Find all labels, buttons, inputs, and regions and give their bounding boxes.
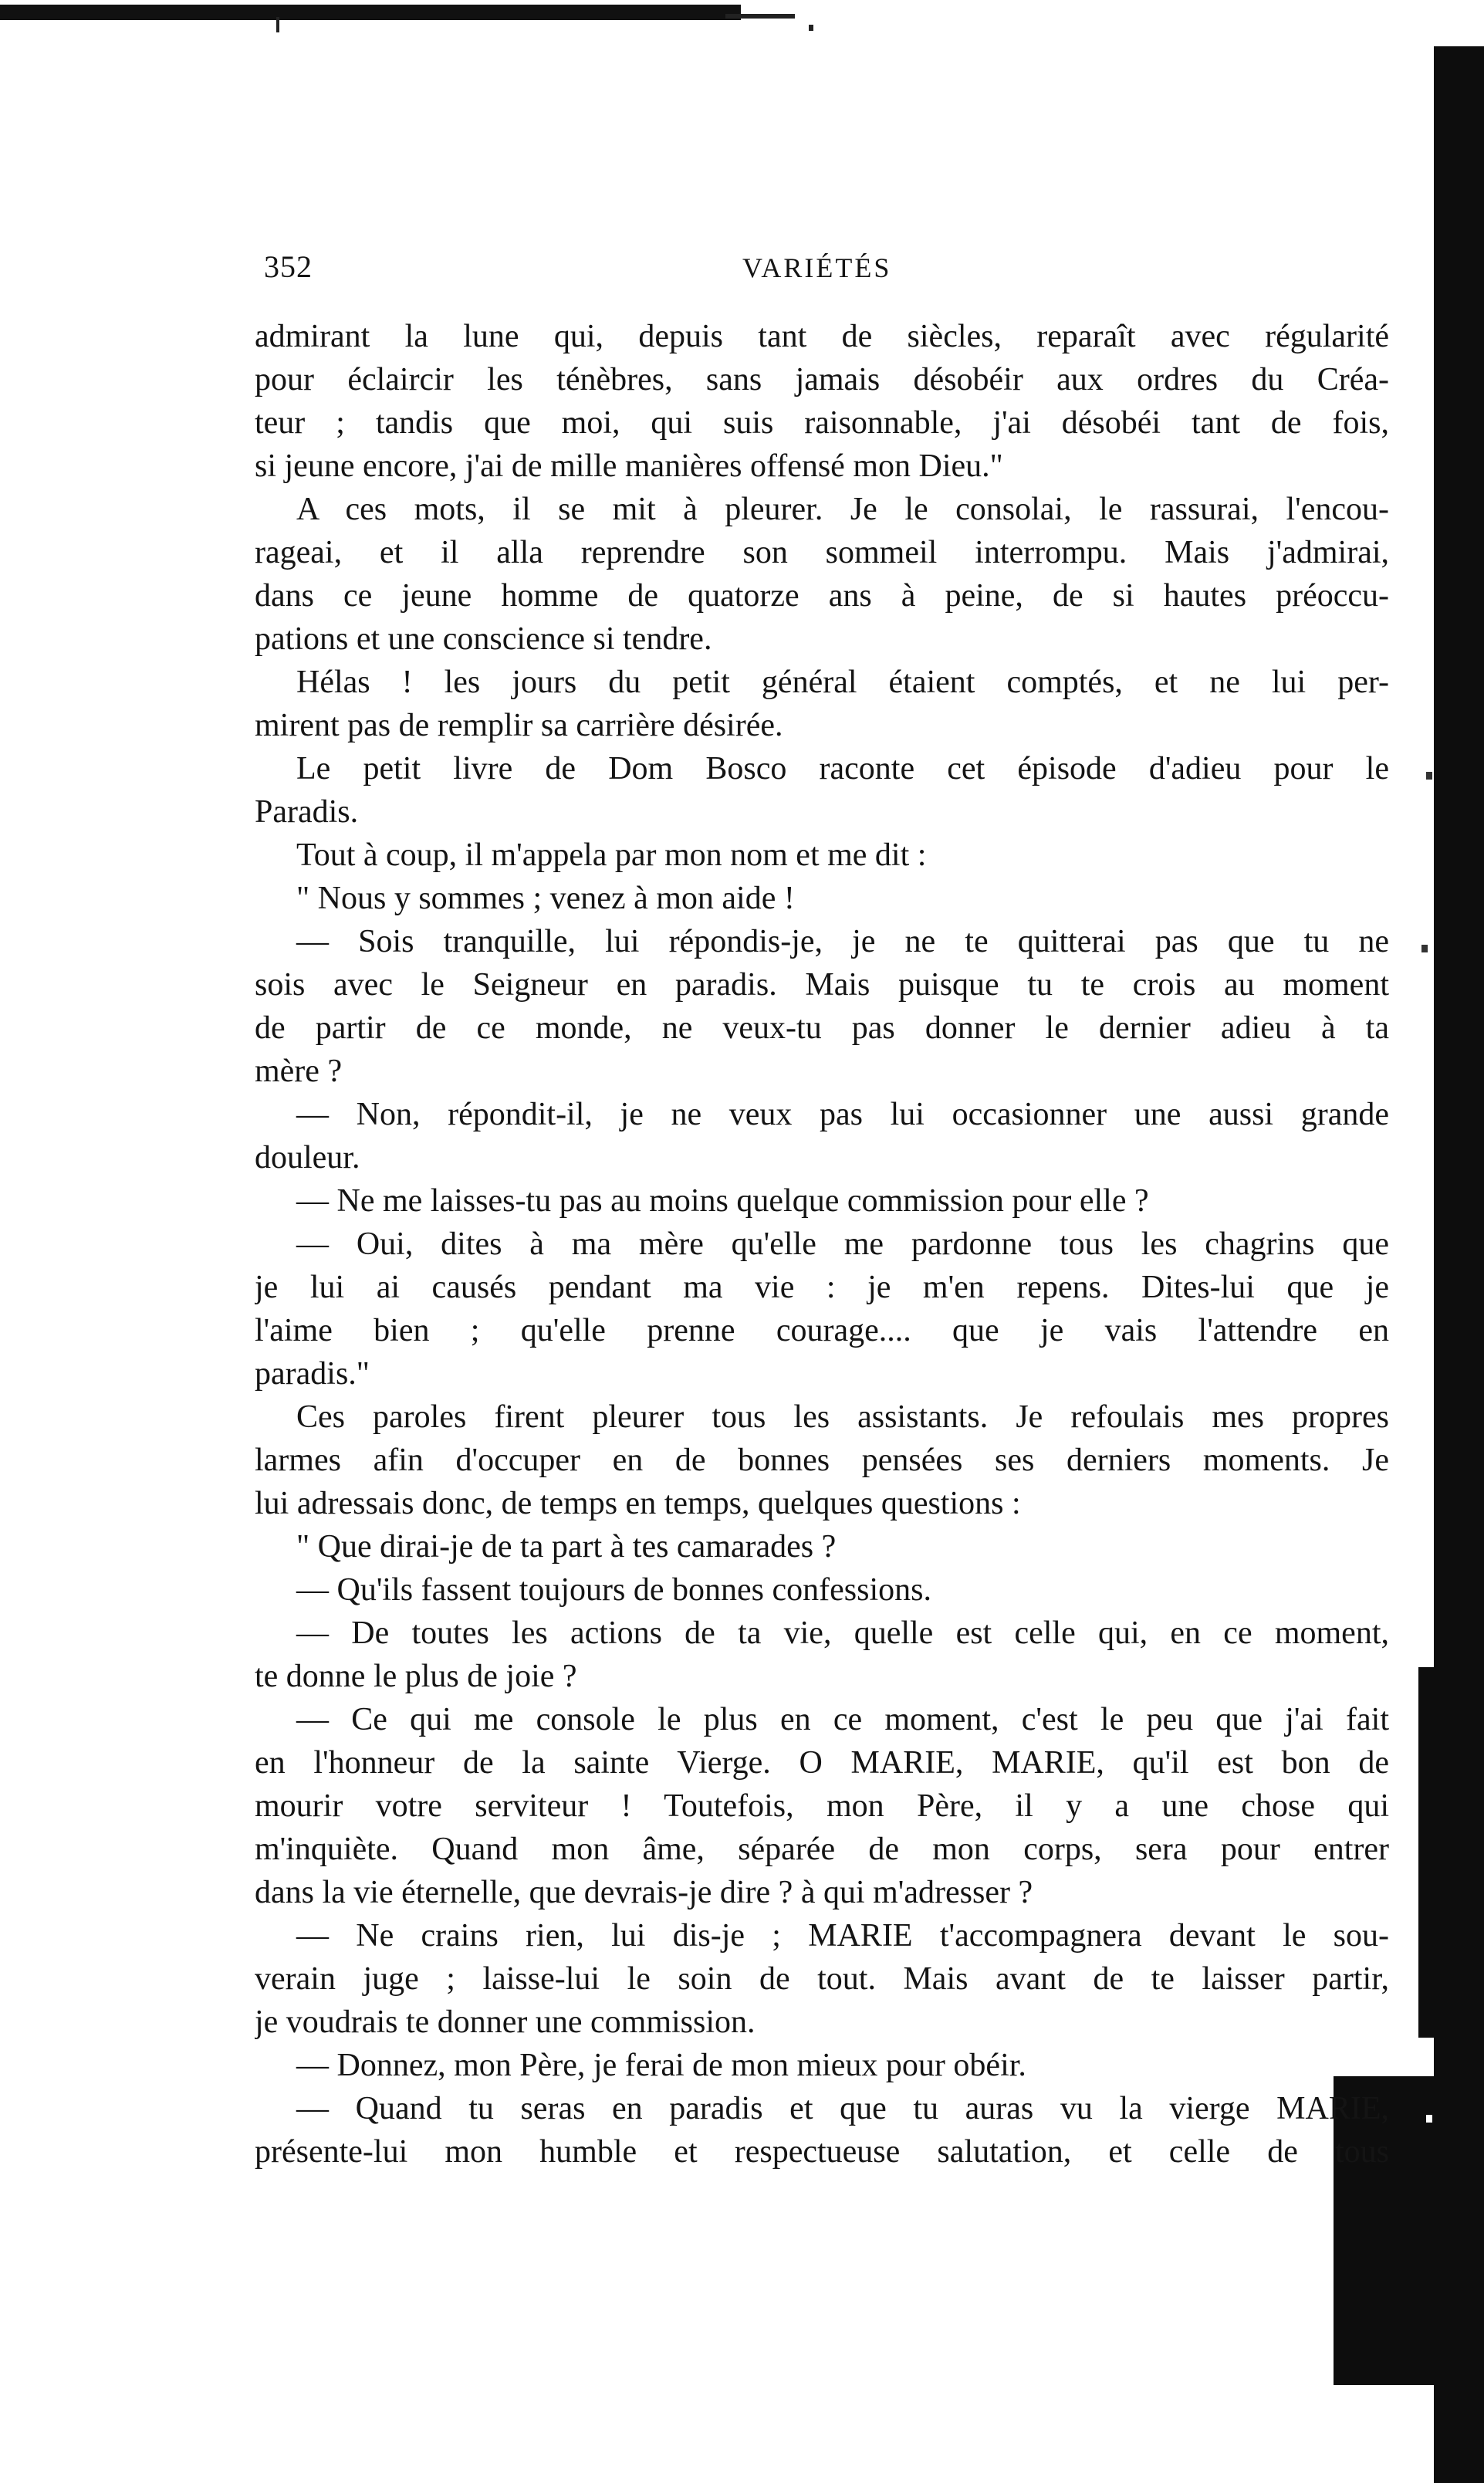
text-line: si jeune encore, j'ai de mille manières offensé mon Dieu.": [255, 448, 1003, 484]
text-line: présente-lui mon humble et respectueuse salutation, et celle de tous: [255, 2134, 1389, 2170]
text-line: — Quand tu seras en paradis et que tu auras vu la vierge MARIE,: [296, 2091, 1389, 2126]
text-line: m'inquiète. Quand mon âme, séparée de mon corps, sera pour entrer: [255, 1832, 1389, 1867]
running-title: VARIÉTÉS: [742, 252, 892, 283]
text-line: — Qu'ils fassent toujours de bonnes confessions.: [296, 1572, 931, 1608]
top-edge-bar-tail: [725, 14, 795, 19]
text-line: pations et une conscience si tendre.: [255, 621, 712, 657]
text-line: te donne le plus de joie ?: [255, 1659, 577, 1694]
top-edge-speck: [809, 25, 813, 31]
text-line: larmes afin d'occuper en de bonnes pensées ses derniers moments. Je: [255, 1443, 1389, 1478]
text-line: mirent pas de remplir sa carrière désirée.: [255, 708, 783, 743]
text-line: — Sois tranquille, lui répondis-je, je ne te quitterai pas que tu ne: [296, 924, 1389, 959]
text-line: dans la vie éternelle, que devrais-je dire ? à qui m'adresser ?: [255, 1875, 1033, 1910]
text-line: dans ce jeune homme de quatorze ans à peine, de si hautes préoccu-: [255, 578, 1389, 614]
text-line: Paradis.: [255, 794, 359, 830]
text-line: de partir de ce monde, ne veux-tu pas donner le dernier adieu à ta: [255, 1010, 1389, 1046]
text-line: mourir votre serviteur ! Toutefois, mon Père, il y a une chose qui: [255, 1788, 1389, 1824]
top-edge-bar: [0, 5, 741, 20]
text-line: admirant la lune qui, depuis tant de siècles, reparaît avec régularité: [255, 319, 1389, 354]
page-gutter-shadow-notch: [1418, 1667, 1437, 2038]
top-edge-tick: [276, 17, 279, 32]
page-number: 352: [264, 249, 313, 284]
text-line: je lui ai causés pendant ma vie : je m'en repens. Dites-lui que je: [255, 1270, 1389, 1305]
text-line: — Ce qui me console le plus en ce moment, c'est le peu que j'ai fait: [296, 1702, 1389, 1737]
text-line: — Non, répondit-il, je ne veux pas lui occasionner une aussi grande: [296, 1097, 1389, 1132]
text-line: " Que dirai-je de ta part à tes camarades ?: [296, 1529, 837, 1565]
text-line: pour éclaircir les ténèbres, sans jamais désobéir aux ordres du Créa-: [255, 362, 1389, 397]
margin-speck: [1426, 772, 1432, 780]
text-line: Ces paroles firent pleurer tous les assistants. Je refoulais mes propres: [296, 1399, 1389, 1435]
text-line: l'aime bien ; qu'elle prenne courage.... que je vais l'attendre en: [255, 1313, 1389, 1348]
margin-speck: [1421, 945, 1428, 952]
text-line: Hélas ! les jours du petit général étaient comptés, et ne lui per-: [296, 665, 1389, 700]
text-line: douleur.: [255, 1140, 360, 1176]
text-line: — Ne me laisses-tu pas au moins quelque commission pour elle ?: [296, 1183, 1149, 1219]
text-line: rageai, et il alla reprendre son sommeil interrompu. Mais j'admirai,: [255, 535, 1389, 570]
text-line: lui adressais donc, de temps en temps, quelques questions :: [255, 1486, 1021, 1521]
text-line: — Oui, dites à ma mère qu'elle me pardonne tous les chagrins que: [296, 1226, 1389, 1262]
text-line: sois avec le Seigneur en paradis. Mais puisque tu te crois au moment: [255, 967, 1389, 1003]
text-line: verain juge ; laisse-lui le soin de tout. Mais avant de te laisser partir,: [255, 1961, 1389, 1997]
text-line: — Donnez, mon Père, je ferai de mon mieux pour obéir.: [296, 2048, 1026, 2083]
text-line: A ces mots, il se mit à pleurer. Je le consolai, le rassurai, l'encou-: [296, 492, 1389, 527]
page-header: [0, 249, 1484, 295]
text-line: — Ne crains rien, lui dis-je ; MARIE t'accompagnera devant le sou-: [296, 1918, 1389, 1954]
text-line: — De toutes les actions de ta vie, quelle est celle qui, en ce moment,: [296, 1615, 1389, 1651]
text-line: " Nous y sommes ; venez à mon aide !: [296, 881, 795, 916]
text-line: teur ; tandis que moi, qui suis raisonnable, j'ai désobéi tant de fois,: [255, 405, 1389, 441]
margin-speck: [1426, 2115, 1432, 2123]
text-line: en l'honneur de la sainte Vierge. O MARIE, MARIE, qu'il est bon de: [255, 1745, 1389, 1781]
text-line: Le petit livre de Dom Bosco raconte cet épisode d'adieu pour le: [296, 751, 1389, 787]
text-line: paradis.": [255, 1356, 370, 1392]
body-text: [255, 315, 1389, 2173]
text-line: mère ?: [255, 1054, 343, 1089]
text-line: Tout à coup, il m'appela par mon nom et me dit :: [296, 837, 927, 873]
text-line: je voudrais te donner une commission.: [255, 2004, 756, 2040]
